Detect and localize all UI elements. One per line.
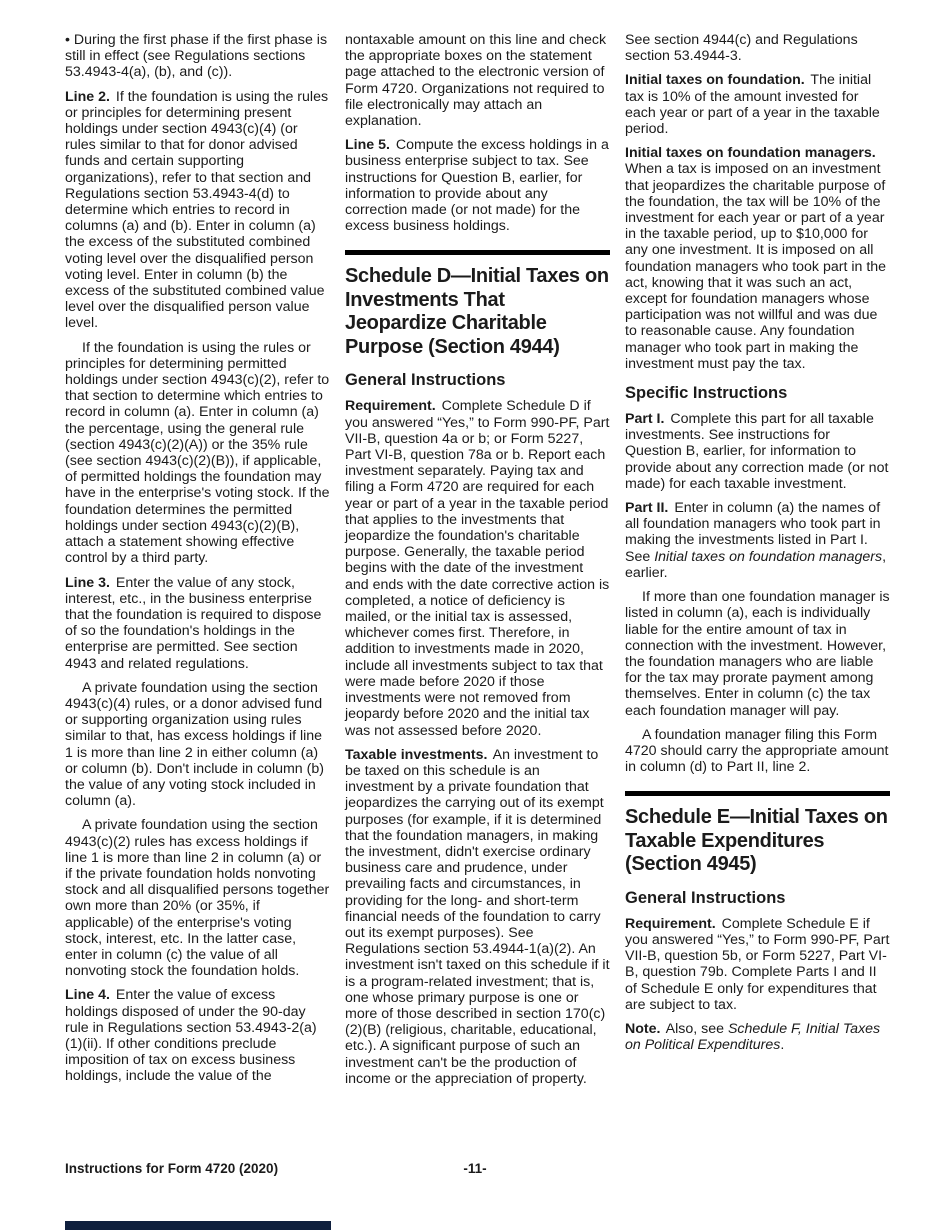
run-in-heading: Part I. (625, 411, 665, 428)
paragraph: A private foundation using the section 4943(c)(4) rules, or a donor advised fund or supporting organization using rules similar to that, has excess holdings if line 1 is more than line 2 in either column (a) or column (b). Don't include in column (b) the value of any voting stock included in column (a). (65, 679, 324, 810)
paragraph: Line 4. Enter the value of excess holdings disposed of under the 90-day rule in Regulations section 53.4943-2(a)(1)(ii). If other conditions preclude imposition of tax on excess business holdings, include the value of the (65, 987, 317, 1085)
subsection-heading: General Instructions (625, 888, 786, 907)
subsection-heading: Specific Instructions (625, 384, 788, 403)
paragraph: Requirement. Complete Schedule D if you answered “Yes,” to Form 990-PF, Part VII-B, question 4a or b; or Form 5227, Part VI-B, question 78a or b. Report each investment separately. Paying tax and filing a Form 4720 are required for each year or part of a year in the taxable period that applies to the investments that jeopardize the foundation's charitable purpose. Generally, the taxable period begins with the date of the investment and ends with the date corrective action is completed, a notice of deficiency is mailed, or the initial tax is assessed, whichever comes first. Therefore, in addition to investments made in 2020, include all investments subject to tax that were made before 2020 if those investments were not removed from jeopardy before 2020 and the initial tax was not assessed before 2020. (345, 398, 610, 739)
paragraph: Note. Also, see Schedule F, Initial Taxes on Political Expenditures. (625, 1021, 881, 1054)
paragraph: Line 3. Enter the value of any stock, interest, etc., in the business enterprise that the foundation is required to dispose of so the foundation's holdings in the enterprise are permitted. See section 4943 and related regulations. (65, 574, 322, 672)
footer-form-title: Instructions for Form 4720 (2020) (65, 1161, 279, 1176)
italic-reference: Schedule F, Initial Taxes on Political Expenditures (625, 1021, 881, 1054)
run-in-heading: Line 2. (65, 88, 110, 105)
paragraph: Part I. Complete this part for all taxable investments. See instructions for Question B, earlier, for information to provide about any correction made (or not made) for each taxable investment. (625, 411, 889, 492)
page-footer (0, 1161, 950, 1181)
section-divider (345, 250, 610, 255)
run-in-heading: Taxable investments. (345, 746, 488, 763)
paragraph: Taxable investments. An investment to be taxed on this schedule is an investment by a private foundation that jeopardizes the carrying out of its exempt purposes (for example, if it is determined that the foundation managers, in making the investment, didn't exercise ordinary business care and prudence, under prevailing facts and circumstances, in providing for the long- and short-term financial needs of the foundation to carry out its exempt purposes). See Regulations section 53.4944-1(a)(2). An investment isn't taxed on this schedule if it is a program-related investment; that is, one whose primary purpose is one or more of those described in section 170(c)(2)(B) (religious, charitable, educational, etc.). A significant purpose of such an investment can't be the production of income or the appreciation of property. (345, 746, 610, 1087)
bottom-edge-bar (65, 1221, 331, 1230)
paragraph: A foundation manager filing this Form 4720 should carry the appropriate amount in column (d) to Part II, line 2. (625, 726, 889, 776)
paragraph: If more than one foundation manager is listed in column (a), each is individually liable for the entire amount of tax in connection with the investment. However, the foundation managers who are liable for the tax may prorate payment among themselves. Enter in column (c) the tax each foundation manager will pay. (625, 589, 890, 719)
run-in-heading: Part II. (625, 500, 669, 517)
italic-reference: Initial taxes on foundation managers (654, 548, 883, 565)
section-divider (625, 791, 890, 796)
schedule-heading: Schedule E—Initial Taxes on Taxable Expenditures (Section 4945) (625, 806, 888, 876)
column-2 (345, 32, 610, 1095)
paragraph: Requirement. Complete Schedule E if you answered “Yes,” to Form 990-PF, Part VII-B, question 5b, or Form 5227, Part VI-B, question 79b. Complete Parts I and II of Schedule E only for expenditures that are subject to tax. (625, 915, 890, 1013)
run-in-heading: Initial taxes on foundation managers. (625, 145, 876, 162)
paragraph: If the foundation is using the rules or principles for determining permitted holdings under section 4943(c)(2), refer to that section to determine which entries to record in column (a). Enter in column (a) the percentage, using the general rule (section 4943(c)(2)(A)) or the 35% rule (see section 4943(c)(2)(B)), if applicable, of permitted holdings the foundation may have in the enterprise's voting stock. If the foundation determines the permitted holdings under section 4943(c)(2)(B), attach a statement showing effective control by a third party. (65, 339, 330, 567)
paragraph: • During the first phase if the first phase is still in effect (see Regulations sections 53.4943-4(a), (b), and (c)). (65, 32, 328, 81)
run-in-heading: Requirement. (625, 915, 716, 932)
run-in-heading: Note. (625, 1021, 661, 1038)
column-1 (65, 32, 330, 1095)
paragraph: nontaxable amount on this line and check the appropriate boxes on the statement page attached to the electronic version of Form 4720. Organizations not required to file electronically may attach an explanation. (345, 32, 607, 130)
schedule-heading: Schedule D—Initial Taxes on Investments That Jeopardize Charitable Purpose (Section 4944) (345, 265, 609, 358)
subsection-heading: General Instructions (345, 371, 506, 390)
paragraph: Line 5. Compute the excess holdings in a business enterprise subject to tax. See instructions for Question B, earlier, for information to provide about any correction made (or not made) for the excess business holdings. (345, 137, 609, 235)
run-in-heading: Requirement. (345, 398, 436, 415)
paragraph: A private foundation using the section 4943(c)(2) rules has excess holdings if line 1 is more than line 2 in column (a) or if the private foundation holds nonvoting stock and all disqualified persons together own more than 20% (or 35%, if applicable) of the enterprise's voting stock, interest, etc. In the latter case, enter in column (c) the value of all nonvoting stock the foundation holds. (65, 817, 330, 980)
run-in-heading: Line 3. (65, 574, 110, 591)
run-in-heading: Initial taxes on foundation. (625, 72, 805, 89)
paragraph: See section 4944(c) and Regulations section 53.4944-3. (625, 32, 858, 65)
run-in-heading: Line 4. (65, 987, 110, 1004)
column-3 (625, 32, 890, 1095)
paragraph: Line 2. If the foundation is using the rules or principles for determining present holdings under section 4943(c)(4) (or rules similar to that for donor advised funds and certain supporting organizations), refer to that section and Regulations section 53.4943-4(d) to determine which entries to record in columns (a) and (b). Enter in column (a) the excess of the substituted combined voting level over the disqualified person voting level. Enter in column (b) the excess of the substituted combined value level over the disqualified person value level. (65, 88, 329, 332)
paragraph: Initial taxes on foundation. The initial tax is 10% of the amount invested for each year or part of a year in the taxable period. (625, 72, 880, 138)
paragraph: Part II. Enter in column (a) the names of all foundation managers who took part in making the investments listed in Part I. See Initial taxes on foundation managers, earlier. (625, 500, 887, 581)
paragraph: Initial taxes on foundation managers. When a tax is imposed on an investment that jeopardizes the charitable purpose of the foundation, the tax will be 10% of the investment for each year or part of a year in the taxable period, up to $10,000 for any one investment. It is imposed on all foundation managers who took part in the act, knowing that it was such an act, except for foundation managers whose participation was not willful and was due to reasonable cause. Any foundation manager who took part in making the investment must pay the tax. (625, 145, 887, 372)
text-columns (65, 32, 890, 1095)
footer-page-number: -11- (463, 1161, 487, 1176)
run-in-heading: Line 5. (345, 137, 390, 154)
